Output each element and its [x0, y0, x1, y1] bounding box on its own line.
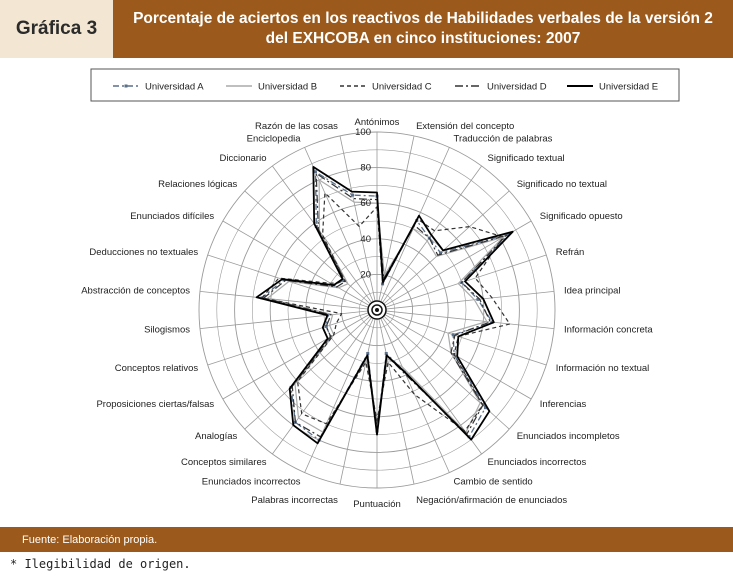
category-label: Relaciones lógicas [158, 179, 238, 191]
category-label: Puntuación [353, 499, 401, 510]
category-label: Deducciones no textuales [89, 246, 199, 258]
chart-number-text: Gráfica 3 [15, 18, 98, 39]
category-label: Antónimos [354, 117, 400, 128]
legend-marker [125, 85, 128, 88]
category-label: Enunciados incorrectos [487, 457, 587, 469]
legend-label: Universidad D [487, 81, 547, 93]
grid-spoke [245, 310, 377, 429]
data-point [314, 170, 317, 173]
category-label: Significado no textual [516, 179, 608, 191]
category-label: Enunciados incompletos [516, 430, 620, 442]
grid-spoke [377, 291, 554, 310]
grid-spoke [223, 310, 377, 399]
category-label: Traducción de palabras [453, 133, 553, 145]
grid-spoke [377, 310, 449, 473]
category-label: Información concreta [564, 324, 653, 336]
tick-label: 20 [360, 269, 371, 281]
category-label: Analogías [195, 430, 238, 442]
category-label: Silogismos [144, 324, 190, 336]
category-label: Significado opuesto [539, 211, 623, 222]
legend-label: Universidad A [145, 81, 204, 93]
category-label: Diccionario [219, 152, 267, 164]
category-label: Proposiciones ciertas/falsas [96, 399, 215, 410]
footnote: * Ilegibilidad de origen. [10, 557, 191, 571]
category-label: Conceptos similares [180, 457, 267, 469]
legend-label: Universidad E [599, 81, 659, 93]
category-label: Cambio de sentido [453, 476, 533, 488]
tick-label: 40 [360, 233, 371, 245]
category-label: Idea principal [564, 285, 621, 297]
grid-spoke [223, 221, 377, 310]
category-label: Negación/afirmación de enunciados [416, 494, 568, 506]
chart-title: Porcentaje de aciertos en los reactivos de Habilidades verbales de la versión 2 del EXHCOBA en cinco instituciones: 2007 [133, 10, 713, 47]
legend-label: Universidad C [372, 81, 432, 93]
grid-spoke [305, 310, 377, 473]
legend-label: Universidad B [258, 81, 318, 93]
category-label: Inferencias [539, 399, 587, 410]
radar-chart [0, 58, 733, 527]
category-label: Información no textual [555, 363, 650, 375]
category-label: Palabras incorrectas [251, 494, 338, 506]
category-label: Enunciados incorrectos [201, 476, 301, 488]
tick-label: 100 [355, 127, 371, 138]
chart-number-label [0, 0, 113, 58]
category-label: Refrán [555, 246, 585, 258]
category-label: Conceptos relativos [114, 363, 199, 375]
category-label: Significado textual [487, 152, 565, 164]
category-label: Enunciados difíciles [130, 211, 215, 222]
source-bar [0, 527, 733, 552]
grid-spoke [200, 291, 377, 310]
tick-label: 60 [360, 198, 371, 210]
category-label: Extensión del concepto [416, 121, 515, 133]
category-label: Abstracción de conceptos [81, 285, 190, 297]
chart-title-banner [113, 0, 733, 58]
grid-spoke [377, 310, 554, 329]
category-label: Enciclopedia [246, 133, 301, 145]
category-label: Razón de las cosas [254, 121, 338, 133]
center-dot [375, 308, 379, 312]
source-text: Fuente: Elaboración propia. [22, 533, 158, 546]
data-point [351, 194, 354, 197]
grid-spoke [200, 310, 377, 329]
tick-label: 80 [360, 162, 371, 174]
